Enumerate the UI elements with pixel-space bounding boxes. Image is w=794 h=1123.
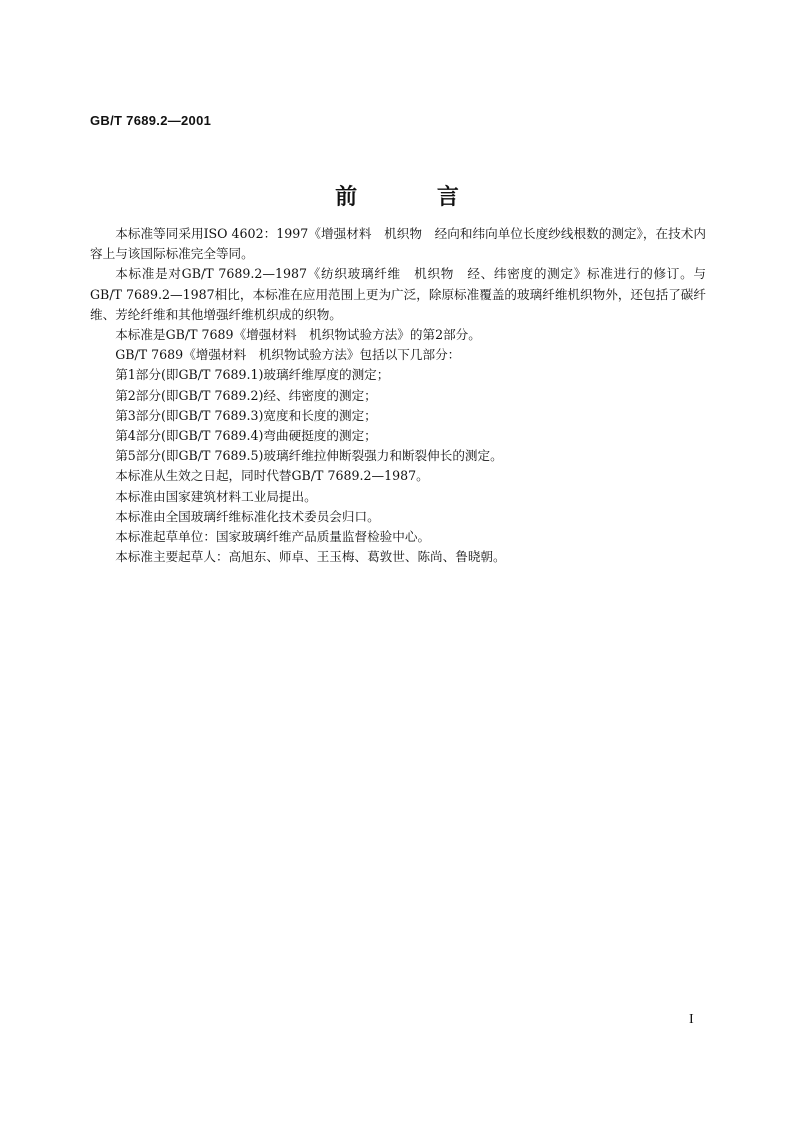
list-item-part-3: 第3部分(即GB/T 7689.3)宽度和长度的测定； bbox=[115, 407, 377, 423]
paragraph-drafters: 本标准主要起草人：高旭东、师卓、王玉梅、葛敦世、陈尚、鲁晓朝。 bbox=[115, 549, 506, 565]
paragraph-revision: 本标准是对GB/T 7689.2—1987《纺织玻璃纤维 机织物 经、纬密度的测定》标准进行的修订。与GB/T 7689.2—1987相比，本标准在应用范围上更为广泛，除原标准覆盖的玻璃纤维机织物外，还包括了碳纤维、芳纶纤维和其他增强纤维机织成的织物。 bbox=[90, 266, 706, 322]
list-item-part-1: 第1部分(即GB/T 7689.1)玻璃纤维厚度的测定； bbox=[115, 367, 390, 383]
paragraph-effective: 本标准从生效之日起，同时代替GB/T 7689.2—1987。 bbox=[115, 468, 429, 484]
foreword-body bbox=[90, 224, 706, 567]
paragraph-part-of-series: 本标准是GB/T 7689《增强材料 机织物试验方法》的第2部分。 bbox=[115, 327, 481, 343]
standard-code-header: GB/T 7689.2—2001 bbox=[90, 113, 212, 128]
paragraph-administered-by: 本标准由全国玻璃纤维标准化技术委员会归口。 bbox=[115, 508, 380, 524]
list-item-part-2: 第2部分(即GB/T 7689.2)经、纬密度的测定； bbox=[115, 387, 377, 403]
list-item-part-5: 第5部分(即GB/T 7689.5)玻璃纤维拉伸断裂强力和断裂伸长的测定。 bbox=[115, 448, 503, 464]
page-title: 前 言 bbox=[335, 185, 495, 210]
paragraph-proposed-by: 本标准由国家建筑材料工业局提出。 bbox=[115, 488, 317, 504]
paragraph-drafting-unit: 本标准起草单位：国家玻璃纤维产品质量监督检验中心。 bbox=[115, 529, 431, 545]
page-number: I bbox=[689, 1012, 694, 1027]
paragraph-series-intro: GB/T 7689《增强材料 机织物试验方法》包括以下几部分： bbox=[115, 347, 461, 363]
paragraph-adoption: 本标准等同采用ISO 4602：1997《增强材料 机织物 经向和纬向单位长度纱线根数的测定》，在技术内容上与该国际标准完全等同。 bbox=[90, 226, 706, 262]
list-item-part-4: 第4部分(即GB/T 7689.4)弯曲硬挺度的测定； bbox=[115, 428, 377, 444]
